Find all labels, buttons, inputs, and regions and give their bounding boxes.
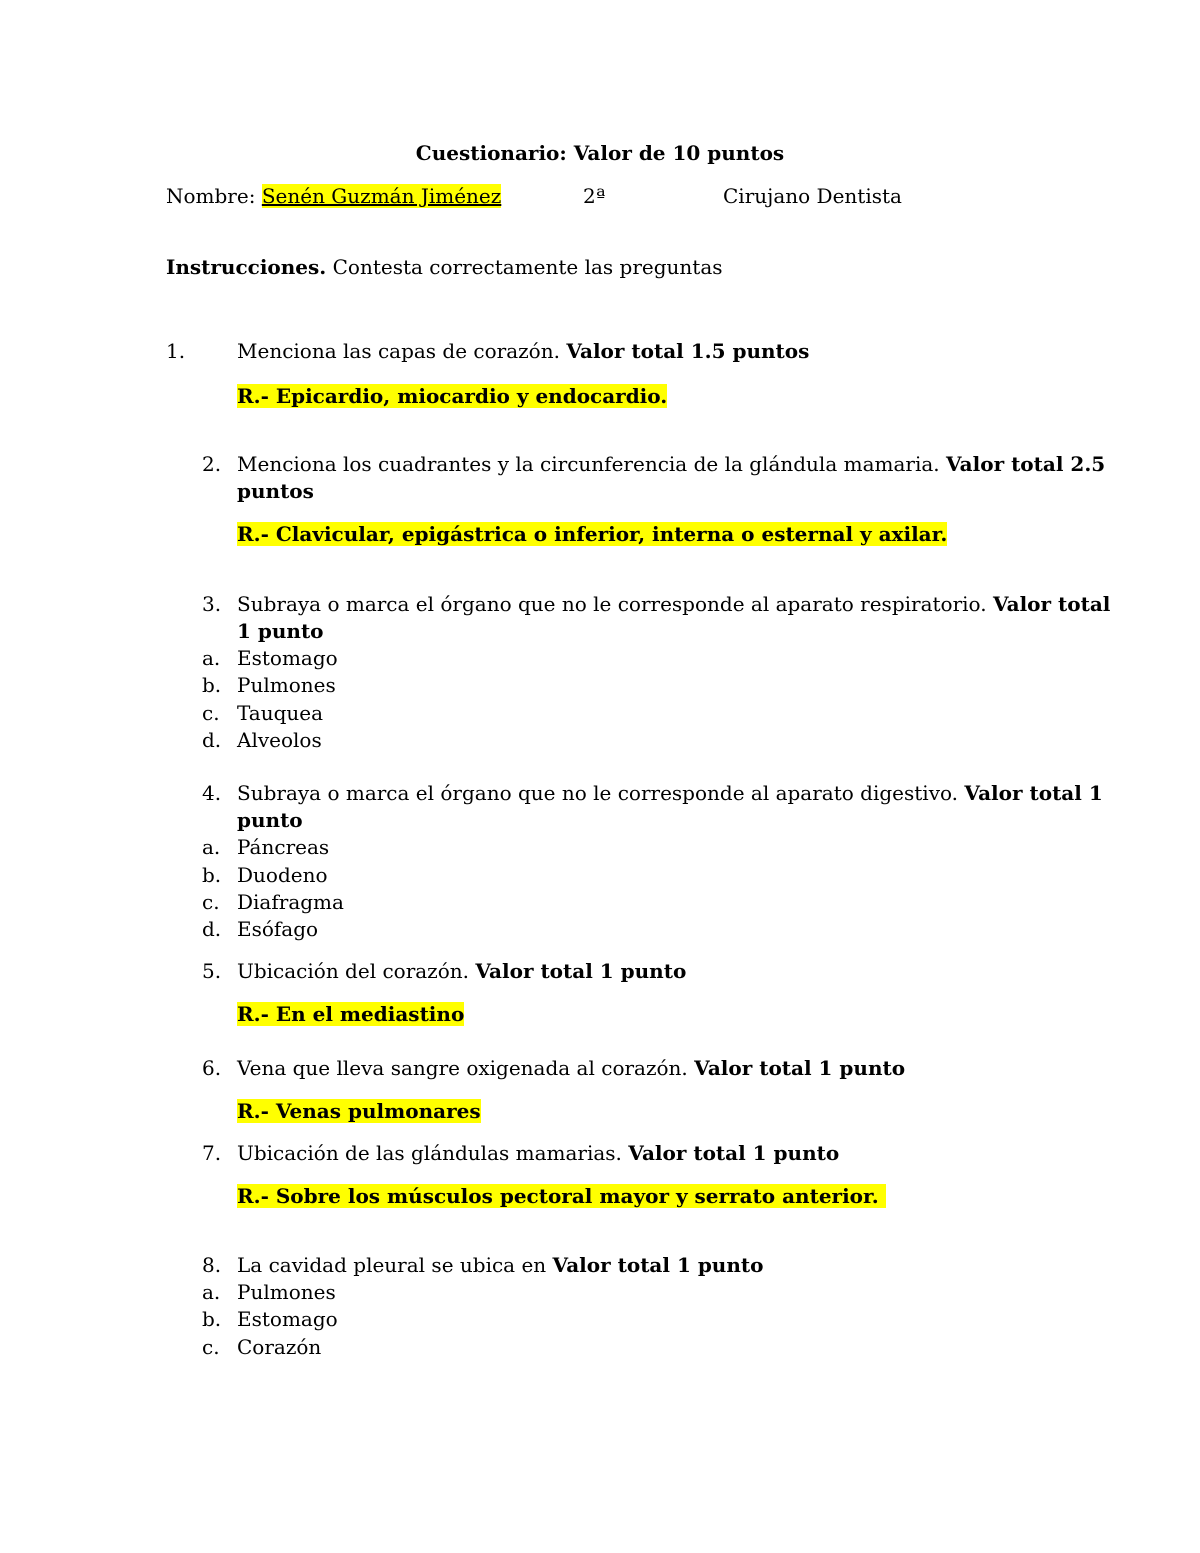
q6-question <box>237 1055 905 1081</box>
q3-number: 3. <box>202 592 222 616</box>
q3-option-b-text: Pulmones <box>237 673 336 697</box>
q4-option-a-text: Páncreas <box>237 835 330 859</box>
q2-text: Menciona los cuadrantes y la circunferencia de la glándula mamaria. <box>237 452 946 476</box>
q2-answer <box>237 521 947 547</box>
q7-question <box>237 1140 839 1166</box>
q8-text: La cavidad pleural se ubica en <box>237 1253 553 1277</box>
q4-option-a-letter: a. <box>202 835 221 859</box>
q2-value-2: puntos <box>237 479 314 503</box>
q1-answer <box>237 383 667 409</box>
name-label: Nombre: <box>166 184 262 208</box>
q8-value: Valor total 1 punto <box>552 1253 764 1277</box>
q2-question <box>237 451 1105 477</box>
q3-question-cont <box>237 618 324 644</box>
q5-answer <box>237 1001 464 1027</box>
q8-option-a-text: Pulmones <box>237 1280 336 1304</box>
q6-text: Vena que lleva sangre oxigenada al corazón. <box>237 1056 695 1080</box>
instructions <box>166 254 723 280</box>
q4-option-c-letter: c. <box>202 890 220 914</box>
q3-option-c-text: Tauquea <box>237 701 324 725</box>
q8-option-b-text: Estomago <box>237 1307 338 1331</box>
q4-value-2: punto <box>237 808 303 832</box>
student-name: Senén Guzmán Jiménez <box>261 184 502 208</box>
instructions-text: Contesta correctamente las preguntas <box>326 255 723 279</box>
q3-option-b-letter: b. <box>202 673 222 697</box>
q4-option-b-letter: b. <box>202 863 222 887</box>
q4-value-1: Valor total 1 <box>964 781 1103 805</box>
q7-text: Ubicación de las glándulas mamarias. <box>237 1141 629 1165</box>
q1-value: Valor total 1.5 puntos <box>566 339 810 363</box>
q4-number: 4. <box>202 781 222 805</box>
q6-number: 6. <box>202 1056 222 1080</box>
q2-number: 2. <box>202 452 222 476</box>
q2-answer-text: R.- Clavicular, epigástrica o inferior, interna o esternal y axilar. <box>237 522 948 546</box>
q7-number: 7. <box>202 1141 222 1165</box>
q3-option-c-letter: c. <box>202 701 220 725</box>
q8-option-b-letter: b. <box>202 1307 222 1331</box>
career: Cirujano Dentista <box>723 184 902 208</box>
q4-question <box>237 780 1103 806</box>
q8-option-c-text: Corazón <box>237 1335 322 1359</box>
q4-option-d-text: Esófago <box>237 917 319 941</box>
q4-option-b-text: Duodeno <box>237 863 328 887</box>
q5-text: Ubicación del corazón. <box>237 959 476 983</box>
q3-value-1: Valor total <box>992 592 1111 616</box>
q1-question <box>237 338 809 364</box>
q8-number: 8. <box>202 1253 222 1277</box>
q2-value-1: Valor total 2.5 <box>945 452 1106 476</box>
q7-value: Valor total 1 punto <box>628 1141 840 1165</box>
page-title: Cuestionario: Valor de 10 puntos <box>415 141 785 165</box>
q2-question-cont <box>237 478 314 504</box>
q7-answer-text: R.- Sobre los músculos pectoral mayor y serrato anterior. <box>237 1184 886 1208</box>
grade: 2ª <box>583 184 606 208</box>
q3-option-d-letter: d. <box>202 728 222 752</box>
q3-option-a-letter: a. <box>202 646 221 670</box>
q1-answer-text: R.- Epicardio, miocardio y endocardio. <box>237 384 668 408</box>
q5-value: Valor total 1 punto <box>475 959 687 983</box>
q4-option-d-letter: d. <box>202 917 222 941</box>
q4-option-c-text: Diafragma <box>237 890 344 914</box>
q5-question <box>237 958 686 984</box>
q6-answer-text: R.- Venas pulmonares <box>237 1099 481 1123</box>
q3-question <box>237 591 1110 617</box>
q4-question-cont <box>237 807 303 833</box>
q1-number: 1. <box>166 339 186 363</box>
instructions-label: Instrucciones. <box>166 255 327 279</box>
q8-option-a-letter: a. <box>202 1280 221 1304</box>
q5-number: 5. <box>202 959 222 983</box>
q7-answer <box>237 1183 886 1209</box>
q3-option-d-text: Alveolos <box>237 728 322 752</box>
q8-option-c-letter: c. <box>202 1335 220 1359</box>
q8-question <box>237 1252 763 1278</box>
q6-value: Valor total 1 punto <box>694 1056 906 1080</box>
q3-text: Subraya o marca el órgano que no le corresponde al aparato respiratorio. <box>237 592 993 616</box>
q5-answer-text: R.- En el mediastino <box>237 1002 465 1026</box>
q6-answer <box>237 1098 481 1124</box>
q3-option-a-text: Estomago <box>237 646 338 670</box>
q1-text: Menciona las capas de corazón. <box>237 339 567 363</box>
name-line <box>166 183 501 209</box>
q3-value-2: 1 punto <box>237 619 324 643</box>
q4-text: Subraya o marca el órgano que no le corresponde al aparato digestivo. <box>237 781 965 805</box>
